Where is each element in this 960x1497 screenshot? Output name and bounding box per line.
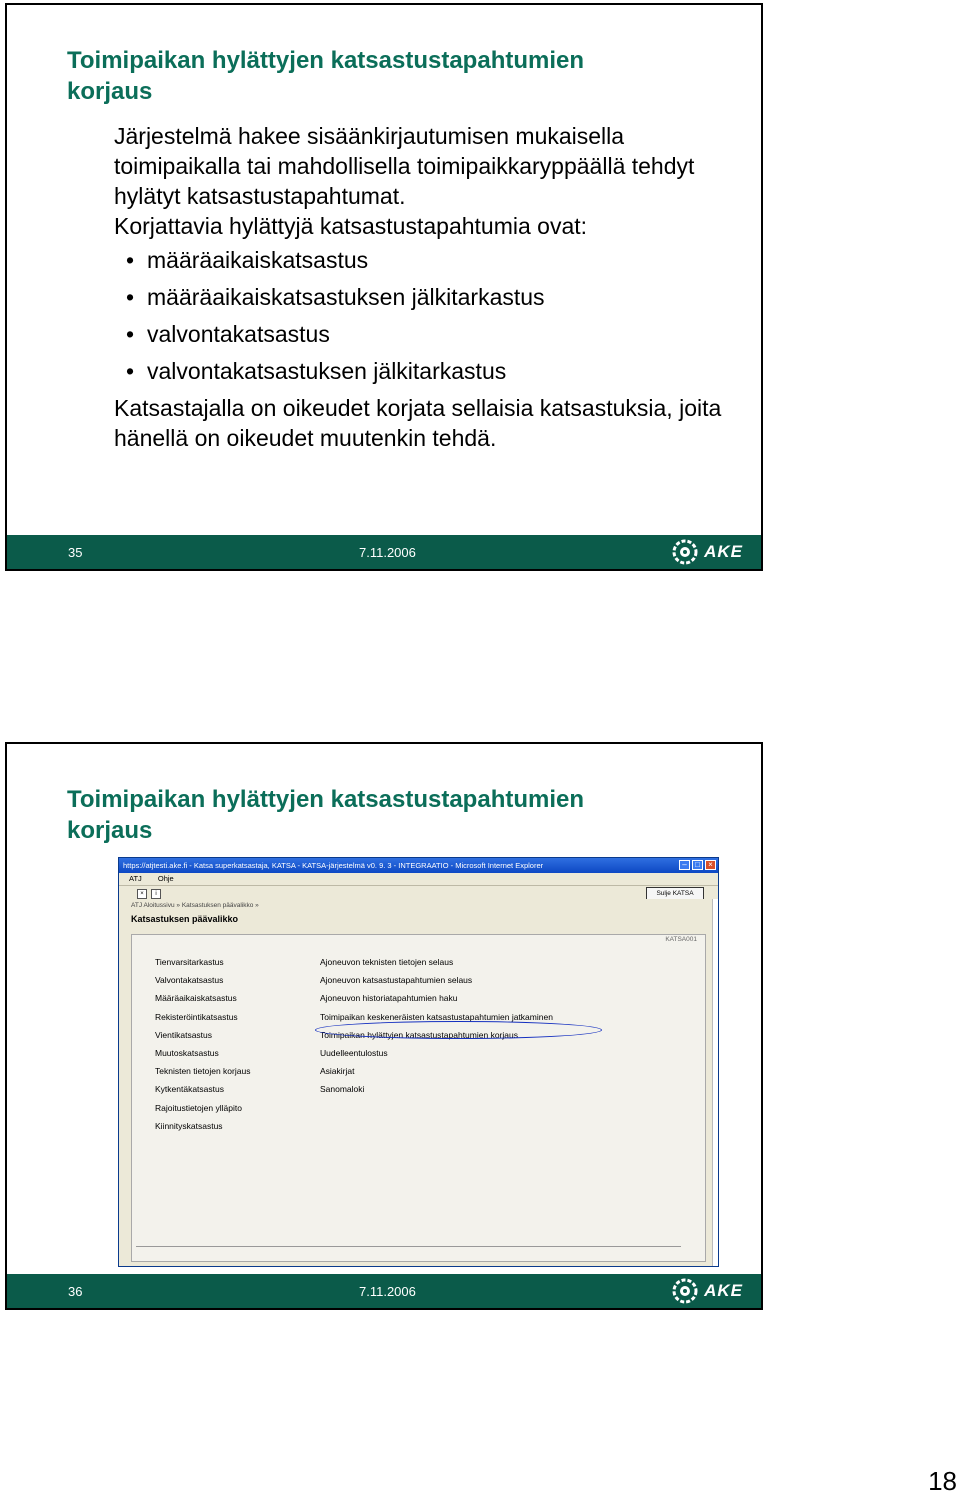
menu-link[interactable]: Valvontakatsastus — [155, 975, 224, 986]
rights-paragraph: Katsastajalla on oikeudet korjata sellaisia katsastuksia, joita hänellä on oikeudet muutenkin tehdä. — [114, 395, 722, 451]
panel-divider — [136, 1246, 681, 1247]
bullet-icon: • — [126, 247, 135, 273]
menu-link[interactable]: Rajoitustietojen ylläpito — [155, 1102, 242, 1113]
window-titlebar — [119, 858, 718, 873]
menu-bar — [119, 873, 718, 885]
list-item: • valvontakatsastuksen jälkitarkastus — [126, 358, 507, 384]
menu-link[interactable]: Toimipaikan keskeneräisten katsastustapahtumien jatkaminen — [320, 1011, 553, 1022]
menu-link[interactable]: Sanomaloki — [320, 1084, 365, 1095]
breadcrumb[interactable]: ATJ Aloitussivu » Katsastuksen päävalikko » — [131, 902, 259, 909]
slide-footer — [7, 1274, 761, 1308]
slide-36 — [5, 742, 763, 1310]
intro-paragraph: Järjestelmä hakee sisäänkirjautumisen mukaisella toimipaikalla tai mahdollisella toimipaikkaryppäällä tehdyt hylätyt katsastustapahtumat. — [114, 123, 695, 209]
menu-link-highlighted[interactable]: Toimipaikan hylättyjen katsastustapahtumien korjaus — [320, 1029, 518, 1040]
menu-ohje[interactable]: Ohje — [157, 874, 174, 883]
ake-logo — [670, 1278, 743, 1304]
menu-link[interactable]: Asiakirjat — [320, 1066, 355, 1077]
ake-emblem-icon — [670, 539, 700, 565]
list-item: • määräaikaiskatsastus — [126, 247, 369, 273]
bullet-list — [114, 245, 734, 386]
menu-link[interactable]: Tienvarsitarkastus — [155, 957, 224, 967]
menu-atj[interactable]: ATJ — [129, 874, 142, 883]
menu-link[interactable]: Ajoneuvon katsastustapahtumien selaus — [320, 975, 473, 986]
slide-body — [114, 121, 734, 453]
menu-link[interactable]: Ajoneuvon historiatapahtumien haku — [320, 993, 458, 1004]
menu-link[interactable]: Kytkentäkatsastus — [155, 1084, 224, 1095]
ake-emblem-icon — [670, 1278, 700, 1304]
slide-number: 35 — [68, 545, 83, 560]
ake-logo — [670, 539, 743, 565]
close-katsa-button[interactable]: Sulje KATSA — [646, 887, 704, 900]
close-small-icon[interactable]: × — [137, 889, 147, 899]
scrollbar[interactable] — [712, 899, 718, 1267]
panel-code: KATSA001 — [665, 936, 697, 943]
menu-link[interactable]: Kiinnityskatsastus — [155, 1120, 223, 1131]
slide-number: 36 — [68, 1284, 83, 1299]
menu-link[interactable]: Määräaikaiskatsastus — [155, 993, 237, 1004]
toolbar — [119, 885, 718, 900]
minimize-icon[interactable]: – — [679, 860, 690, 870]
menu-link[interactable]: Teknisten tietojen korjaus — [155, 1066, 251, 1077]
list-item: • valvontakatsastus — [126, 321, 330, 347]
highlight-ellipse — [315, 1021, 602, 1039]
slide-date: 7.11.2006 — [359, 1284, 416, 1299]
maximize-icon[interactable]: □ — [692, 860, 703, 870]
page-content — [119, 899, 718, 1267]
logo-text: AKE — [704, 1281, 743, 1300]
menu-panel — [131, 934, 706, 1262]
bullet-icon: • — [126, 321, 135, 347]
slide-title: Toimipaikan hylättyjen katsastustapahtumien korjaus — [67, 786, 585, 844]
list-item: • määräaikaiskatsastuksen jälkitarkastus — [126, 284, 545, 310]
page-number: 18 — [928, 1466, 957, 1496]
slide-date: 7.11.2006 — [359, 545, 416, 560]
menu-link[interactable]: Muutoskatsastus — [155, 1048, 219, 1059]
window-title: https://atjtesti.ake.fi - Katsa superkatsastaja, KATSA - KATSA-järjestelmä v0. 9. 3 - INTEGRAATIO - Microsoft Internet Explorer — [123, 861, 544, 870]
menu-link[interactable]: Rekisteröintikatsastus — [155, 1011, 238, 1022]
browser-screenshot — [118, 857, 719, 1267]
menu-link[interactable]: Uudelleentulostus — [320, 1048, 388, 1059]
slide-35 — [5, 3, 763, 571]
slide-footer — [7, 535, 761, 569]
logo-text: AKE — [704, 542, 743, 561]
help-icon[interactable]: i — [151, 889, 161, 899]
close-icon[interactable]: × — [705, 860, 716, 870]
bullet-icon: • — [126, 284, 135, 310]
list-intro: Korjattavia hylättyjä katsastustapahtumia ovat: — [114, 213, 588, 239]
slide-title: Toimipaikan hylättyjen katsastustapahtumien korjaus — [67, 47, 585, 105]
bullet-icon: • — [126, 358, 135, 384]
menu-link[interactable]: Ajoneuvon teknisten tietojen selaus — [320, 957, 454, 967]
page-heading: Katsastuksen päävalikko — [131, 914, 239, 924]
menu-link[interactable]: Vientikatsastus — [155, 1029, 213, 1040]
left-link-column — [155, 953, 250, 1135]
